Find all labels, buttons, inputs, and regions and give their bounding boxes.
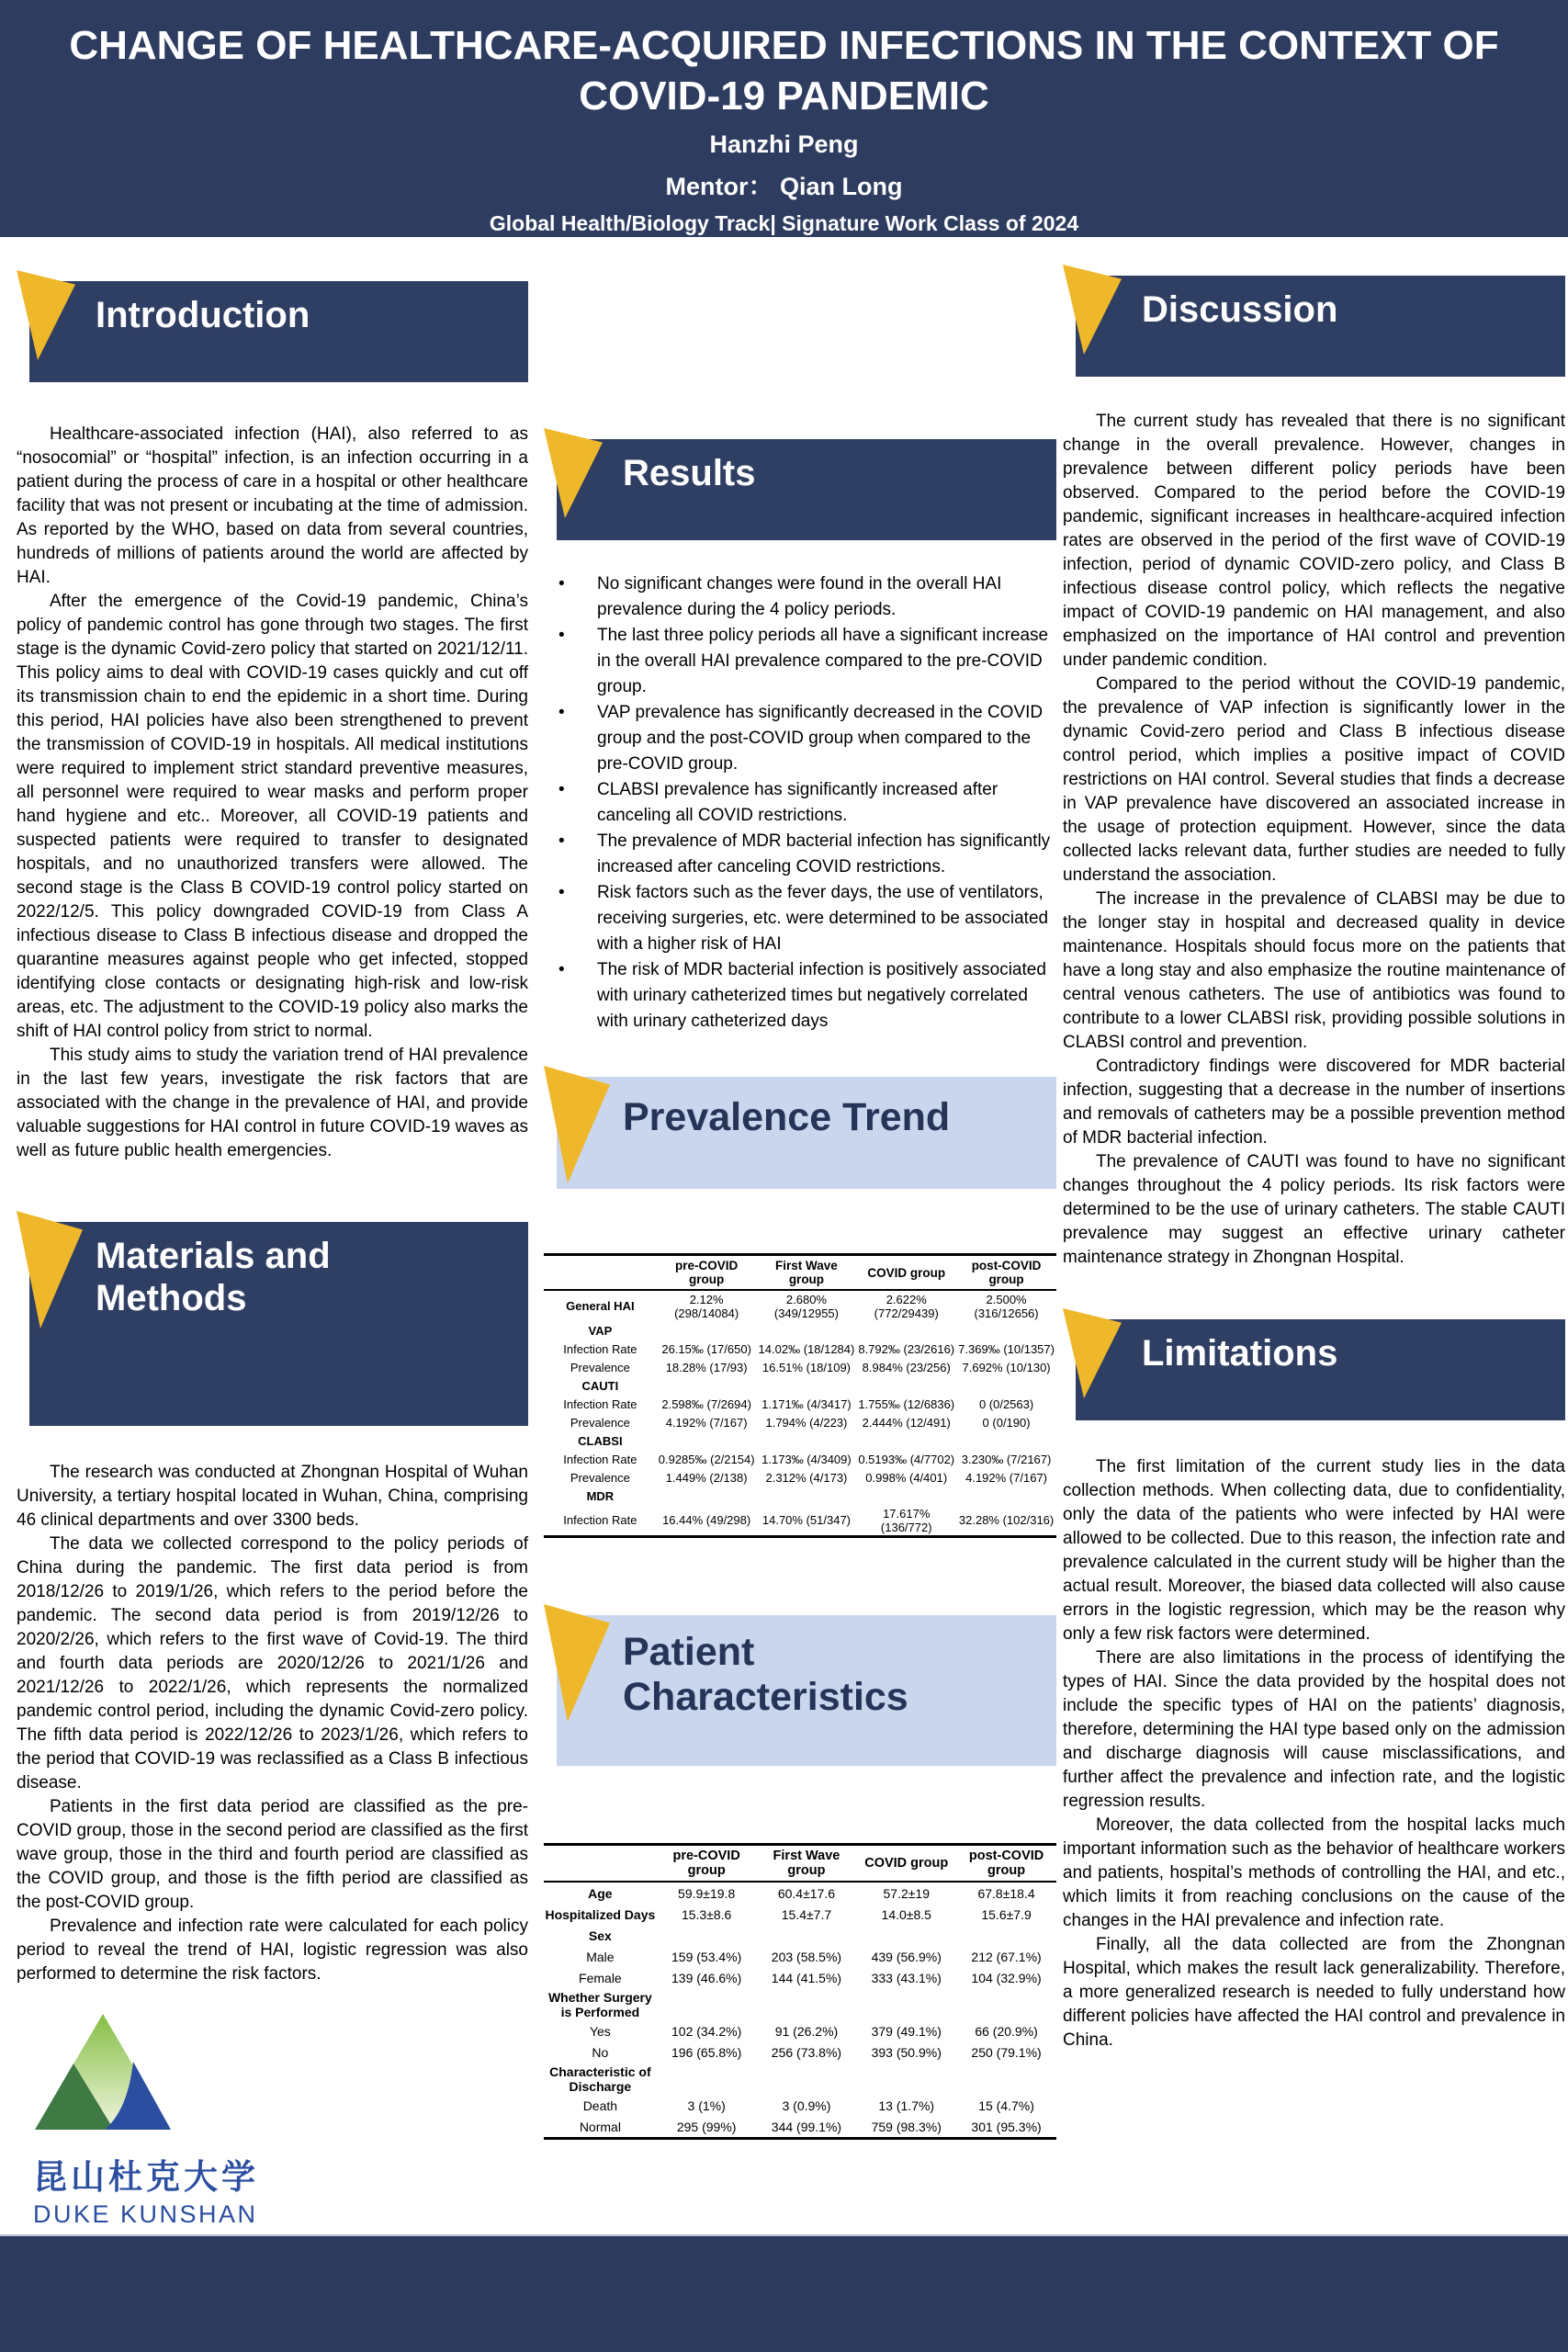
cell-value: 16.51% (18/109) xyxy=(761,1360,851,1374)
row-label: No xyxy=(592,2044,609,2060)
cell-value: 67.8±18.4 xyxy=(977,1885,1035,1901)
cell-value xyxy=(856,1487,956,1505)
track-line: Global Health/Biology Track| Signature Work Class of 2024 xyxy=(489,211,1079,235)
limitations-header xyxy=(1076,1319,1565,1420)
paragraph: The research was conducted at Zhongnan Hospital of Wuhan University, a tertiary hospital located in Wuhan, China, comprising 46 clinical departments and over 3300 beds. xyxy=(17,1463,528,1530)
paragraph: Compared to the period without the COVID-19 pandemic, the prevalence of VAP infection is significantly lower in the dynamic Covid-zero period and Class B infectious disease control period, which implies a positive impact of COVID restrictions on HAI control. Several studies that finds a decrease in VAP prevalence have discovered an associated increase in the usage of protection equipment. However, since the data collected lacks relevant data, further studies are needed to fully understand the association. xyxy=(1063,674,1565,885)
table-row xyxy=(544,1988,1056,2020)
paragraph: Healthcare-associated infection (HAI), also referred to as “nosocomial” or “hospital” infection, is an infection occurring in a patient during the process of care in a hospital or other healthcare facility that was not present or incubating at the time of admission. As reported by the WHO, based on data from several countries, hundreds of millions of patients around the world are affected by HAI. xyxy=(17,424,528,587)
cell-value: 14.0±8.5 xyxy=(881,1906,931,1922)
cell-value xyxy=(657,1988,757,2020)
section-title: Materials and Methods xyxy=(96,1236,331,1318)
yellow-wedge-icon xyxy=(1063,1308,1122,1398)
cell-value: 13 (1.7%) xyxy=(878,2098,935,2113)
patient-characteristics-section xyxy=(544,1615,1056,2140)
results-bullet: • Risk factors such as the fever days, the use of ventilators, receiving surgeries, etc. were determined to be associated with a higher risk of HAI xyxy=(544,880,1056,957)
cell-value: 4.192% (7/167) xyxy=(965,1470,1048,1485)
row-label: Infection Rate xyxy=(563,1396,637,1411)
row-label: Characteristic of Discharge xyxy=(549,2064,651,2094)
cell-value: 0.9285‰ (2/2154) xyxy=(658,1452,755,1466)
cell-value: 379 (49.1%) xyxy=(871,2023,942,2039)
cell-value xyxy=(657,1487,757,1505)
table-row xyxy=(544,1450,1056,1468)
paragraph: The current study has revealed that there is no significant change in the overall prevalence. However, changes in prevalence between different policy periods have been observed. Compared to the period before the COVID-19 pandemic, significant increases in healthcare-acquired infection rates are observed in the period of the first wave of COVID-19 infection, period of dynamic COVID-zero policy, and Class B infectious disease control policy, which reflects the negative impact of COVID-19 pandemic on HAI management, and also emphasized on the importance of HAI control and prevention under pandemic condition. xyxy=(1063,412,1565,670)
table-row xyxy=(544,2041,1056,2063)
table-row xyxy=(544,1882,1056,1904)
cell-value: 1.449% (2/138) xyxy=(665,1470,748,1485)
patient-table-wrap xyxy=(544,1843,1056,2140)
cell-value xyxy=(856,1376,956,1395)
yellow-wedge-icon xyxy=(544,1066,610,1183)
cell-value: 2.598‰ (7/2694) xyxy=(661,1396,751,1411)
cell-value: 15.6±7.9 xyxy=(981,1906,1032,1922)
row-label: Female xyxy=(579,1970,622,1985)
results-bullet: • The risk of MDR bacterial infection is positively associated with urinary catheterized times but negatively correlated with urinary catheterized days xyxy=(544,957,1056,1035)
cell-value xyxy=(956,1487,1056,1505)
column-header: pre-COVID group xyxy=(657,1845,757,1883)
results-bullet-list xyxy=(544,571,1056,1035)
table-row xyxy=(544,1413,1056,1431)
dku-mountain-logo-icon xyxy=(33,2012,173,2133)
cell-value: 144 (41.5%) xyxy=(771,1970,842,1985)
cell-value: 14.70% (51/347) xyxy=(761,1513,851,1527)
cell-value xyxy=(757,1321,857,1340)
cell-value: 3.230‰ (7/2167) xyxy=(961,1452,1052,1466)
column-header: post-COVID group xyxy=(956,1255,1056,1291)
column-header: First Wave group xyxy=(757,1845,857,1883)
cell-value: 759 (98.3%) xyxy=(871,2119,942,2134)
materials-header xyxy=(29,1222,528,1426)
cell-value: 203 (58.5%) xyxy=(771,1949,842,1964)
limitations-text xyxy=(1063,1455,1565,2052)
section-title: Limitations xyxy=(1142,1333,1338,1374)
cell-value xyxy=(657,2063,757,2095)
cell-value: 1.173‰ (4/3409) xyxy=(761,1452,852,1466)
section-title: Patient Characteristics xyxy=(623,1630,908,1720)
cell-value: 60.4±17.6 xyxy=(777,1885,836,1901)
cell-value: 66 (20.9%) xyxy=(975,2023,1038,2039)
row-label: VAP xyxy=(588,1323,613,1338)
poster-banner xyxy=(0,0,1568,237)
paragraph: There are also limitations in the process of identifying the types of HAI. Since the data provided by the hospital does not include the specific types of HAI on the patients’ diagnosis, therefore, determining the HAI type based only on the admission and discharge diagnosis will cause misclassifications, and further affect the prevalence and infection rate, and the logistic regression results. xyxy=(1063,1648,1565,1811)
cell-value xyxy=(956,1988,1056,2020)
results-bullet: • CLABSI prevalence has significantly increased after canceling all COVID restrictions. xyxy=(544,777,1056,829)
cell-value: 0.998% (4/401) xyxy=(865,1470,948,1485)
table-header-row xyxy=(544,1845,1056,1883)
cell-value: 250 (79.1%) xyxy=(971,2044,1042,2060)
cell-value: 439 (56.9%) xyxy=(871,1949,942,1964)
cell-value xyxy=(856,1925,956,1946)
table-row xyxy=(544,1925,1056,1946)
cell-value: 196 (65.8%) xyxy=(671,2044,742,2060)
cell-value: 2.444% (12/491) xyxy=(862,1415,951,1430)
paragraph: Prevalence and infection rate were calculated for each policy period to reveal the trend of HAI, logistic regression was also performed to determine the risk factors. xyxy=(17,1917,528,1984)
cell-value xyxy=(956,1321,1056,1340)
cell-value: 2.622% (772/29439) xyxy=(874,1292,939,1320)
cell-value: 8.792‰ (23/2616) xyxy=(858,1341,955,1356)
row-label: Death xyxy=(582,2098,618,2113)
cell-value: 15.4±7.7 xyxy=(781,1906,832,1922)
table-row xyxy=(544,2095,1056,2116)
paragraph: This study aims to study the variation trend of HAI prevalence in the last few years, investigate the risk factors that are associated with the change in the prevalence of HAI, and provide valuable suggestions for HAI control in future COVID-19 waves as well as future public health emergencies. xyxy=(17,1046,528,1160)
table-row xyxy=(544,1946,1056,1967)
cell-value: 0 (0/190) xyxy=(982,1415,1031,1430)
table-row xyxy=(544,1376,1056,1395)
mentor-line: Mentor： Qian Long xyxy=(665,173,903,200)
cell-value xyxy=(956,1431,1056,1450)
results-bullet: • The prevalence of MDR bacterial infection has significantly increased after canceling COVID restrictions. xyxy=(544,829,1056,880)
prevalence-trend-header xyxy=(557,1077,1056,1189)
limitations-section xyxy=(1063,1319,1565,2052)
cell-value: 1.171‰ (4/3417) xyxy=(761,1396,852,1411)
table-row xyxy=(544,1468,1056,1487)
row-label: Age xyxy=(588,1885,613,1901)
paragraph: After the emergence of the Covid-19 pandemic, China’s policy of pandemic control has gone through two stages. The first stage is the dynamic Covid-zero policy that started on 2021/12/11. This policy aims to deal with COVID-19 cases quickly and cut off its transmission chain to end the epidemic in a short time. During this period, HAI policies have also been strengthened to prevent the transmission of COVID-19 in hospitals. All medical institutions were required to implement strict standard preventive measures, all personnel were required to wear masks and perform proper hand hygiene and etc.. Moreover, all COVID-19 patients and suspected patients were required to transfer to designated hospitals, and no unauthorized transfers were allowed. The second stage is the Class B COVID-19 control policy started on 2022/12/5. This policy downgraded COVID-19 from Class A infectious disease to Class B infectious disease and dropped the quarantine measures against people who get infected, stopped identifying close contacts or designating high-risk and low-risk areas, etc. The adjustment to the COVID-19 policy also marks the shift of HAI control policy from strict to normal. xyxy=(17,592,528,1041)
table-row xyxy=(544,1395,1056,1413)
table-row xyxy=(544,1487,1056,1505)
section-title: Prevalence Trend xyxy=(623,1095,951,1139)
cell-value: 0 (0/2563) xyxy=(978,1396,1034,1411)
row-label: General HAI xyxy=(566,1299,635,1313)
cell-value: 104 (32.9%) xyxy=(971,1970,1042,1985)
cell-value xyxy=(956,2063,1056,2095)
section-title: Discussion xyxy=(1142,289,1338,330)
cell-value: 102 (34.2%) xyxy=(671,2023,742,2039)
paragraph: Moreover, the data collected from the hospital lacks much important information such as the behavior of healthcare workers and patients, hospital’s methods of controlling the HAI, and etc., which limits it from reaching conclusions on the cause of the changes in the HAI prevalence and infection rate. xyxy=(1063,1815,1565,1930)
cell-value xyxy=(956,1925,1056,1946)
cell-value: 8.984% (23/256) xyxy=(862,1360,951,1374)
column-header xyxy=(544,1845,657,1883)
table-row xyxy=(544,2116,1056,2139)
dku-name-english-1: DUKE KUNSHAN xyxy=(33,2200,258,2228)
cell-value: 15 (4.7%) xyxy=(978,2098,1034,2113)
cell-value xyxy=(856,2063,956,2095)
results-bullet: • The last three policy periods all have a significant increase in the overall HAI prevalence compared to the pre-COVID group. xyxy=(544,623,1056,700)
paragraph: The first limitation of the current study lies in the data collection methods. When collecting data, due to confidentiality, only the data of the patients who were infected by HAI were allowed to be collected. Due to this reason, the infection rate and prevalence calculated in the current study will be higher than the actual result. Moreover, the biased data collected will also cause errors in the logistic regression, which may be the reason why only a few risk factors were determined. xyxy=(1063,1457,1565,1644)
table-row xyxy=(544,1358,1056,1376)
yellow-wedge-icon xyxy=(17,1211,83,1329)
cell-value: 344 (99.1%) xyxy=(771,2119,842,2134)
cell-value: 16.44% (49/298) xyxy=(662,1513,751,1527)
cell-value: 3 (1%) xyxy=(687,2098,726,2113)
cell-value: 2.12% (298/14084) xyxy=(674,1292,739,1320)
row-label: Prevalence xyxy=(570,1470,630,1485)
footer-bar xyxy=(0,2234,1568,2352)
cell-value xyxy=(856,1431,956,1450)
row-label: CAUTI xyxy=(581,1378,619,1393)
row-label: Infection Rate xyxy=(563,1341,637,1356)
row-label: Infection Rate xyxy=(563,1513,637,1527)
table-row xyxy=(544,2020,1056,2041)
patient-characteristics-header xyxy=(557,1615,1056,1766)
cell-value: 256 (73.8%) xyxy=(771,2044,842,2060)
cell-value xyxy=(757,1431,857,1450)
cell-value: 2.500% (316/12656) xyxy=(974,1292,1039,1320)
cell-value xyxy=(956,1376,1056,1395)
prevalence-table-wrap xyxy=(544,1253,1056,1538)
introduction-text xyxy=(17,423,528,1163)
yellow-wedge-icon xyxy=(544,428,603,518)
cell-value: 393 (50.9%) xyxy=(871,2044,942,2060)
row-label: Whether Surgery is Performed xyxy=(547,1989,652,2019)
yellow-wedge-icon xyxy=(17,270,75,360)
paragraph: The increase in the prevalence of CLABSI may be due to the longer stay in hospital and decreased quality in device maintenance. Hospitals should focus more on the patients that have a long stay and also emphasize the routine maintenance of central venous catheters. The use of antibiotics was found to contribute to a lower CLABSI risk, providing possible solutions in CLABSI control and prevention. xyxy=(1063,889,1565,1052)
cell-value: 26.15‰ (17/650) xyxy=(661,1341,751,1356)
prevalence-trend-section xyxy=(544,1077,1056,1538)
cell-value xyxy=(757,2063,857,2095)
cell-value: 0.5193‰ (4/7702) xyxy=(858,1452,955,1466)
cell-value: 59.9±19.8 xyxy=(678,1885,736,1901)
cell-value: 91 (26.2%) xyxy=(774,2023,839,2039)
cell-value xyxy=(757,1988,857,2020)
cell-value: 295 (99%) xyxy=(676,2119,737,2134)
table-row xyxy=(544,1321,1056,1340)
column-header xyxy=(544,1255,657,1291)
row-label: Yes xyxy=(589,2023,611,2039)
cell-value: 1.794% (4/223) xyxy=(765,1415,848,1430)
table-header-row xyxy=(544,1255,1056,1291)
cell-value xyxy=(657,1431,757,1450)
table-row xyxy=(544,1904,1056,1925)
dku-name-chinese: 昆山杜克大学 xyxy=(33,2159,259,2197)
cell-value: 18.28% (17/93) xyxy=(665,1360,748,1374)
table-row xyxy=(544,1340,1056,1358)
column-header: pre-COVID group xyxy=(657,1255,757,1291)
results-header xyxy=(557,439,1056,540)
cell-value xyxy=(856,1321,956,1340)
cell-value: 3 (0.9%) xyxy=(782,2098,831,2113)
patient-table xyxy=(544,1843,1056,2140)
paragraph: The data we collected correspond to the policy periods of China during the pandemic. The first data period is from 2018/12/26 to 2019/1/26, which refers to the period before the pandemic. The second data period is from 2019/12/26 to 2020/2/26, which refers to the first wave of Covid-19. The third and fourth data periods are 2020/12/26 to 2021/1/26 and 2021/12/26 to 2022/1/26, which represents the normalized pandemic control period, including the dynamic Covid-zero policy. The fifth data period is 2022/12/26 to 2023/1/26, which refers to the period that COVID-19 was reclassified as a Class B infectious disease. xyxy=(17,1534,528,1792)
cell-value xyxy=(657,1376,757,1395)
materials-text xyxy=(17,1461,528,1986)
row-label: Male xyxy=(586,1949,615,1964)
column-header: COVID group xyxy=(856,1255,956,1291)
paragraph: Contradictory findings were discovered for MDR bacterial infection, suggesting that a decrease in the number of insertions and removals of catheters may be a possible prevention method of MDR bacterial infection. xyxy=(1063,1057,1565,1148)
discussion-header xyxy=(1076,276,1565,377)
paragraph: The prevalence of CAUTI was found to have no significant changes throughout the 4 policy periods. Its risk factors were determined to be the use of urinary catheters. The stable CAUTI prevalence may suggest an effective urinary catheter maintenance strategy in Zhongnan Hospital. xyxy=(1063,1152,1565,1267)
column-header: First Wave group xyxy=(757,1255,857,1291)
cell-value: 32.28% (102/316) xyxy=(958,1513,1055,1527)
materials-section xyxy=(17,1222,528,1986)
discussion-section xyxy=(1063,276,1565,1270)
cell-value: 7.369‰ (10/1357) xyxy=(958,1341,1055,1356)
row-label: Sex xyxy=(588,1928,612,1943)
column-header: COVID group xyxy=(856,1845,956,1883)
cell-value xyxy=(657,1321,757,1340)
cell-value xyxy=(757,1925,857,1946)
cell-value: 17.617% (136/772) xyxy=(880,1506,932,1534)
row-label: CLABSI xyxy=(578,1433,623,1448)
cell-value: 4.192% (7/167) xyxy=(665,1415,748,1430)
table-row xyxy=(544,2063,1056,2095)
introduction-header xyxy=(29,281,528,382)
cell-value: 1.755‰ (12/6836) xyxy=(858,1396,955,1411)
poster-title: CHANGE OF HEALTHCARE-ACQUIRED INFECTIONS IN THE CONTEXT OF COVID-19 PANDEMIC xyxy=(69,23,1499,119)
cell-value: 2.312% (4/173) xyxy=(765,1470,848,1485)
row-label: Normal xyxy=(579,2119,621,2134)
author-name: Hanzhi Peng xyxy=(709,130,859,158)
cell-value: 301 (95.3%) xyxy=(971,2119,1042,2134)
cell-value: 57.2±19 xyxy=(883,1885,930,1901)
introduction-section xyxy=(17,281,528,1163)
cell-value: 139 (46.6%) xyxy=(671,1970,742,1985)
left-column xyxy=(17,237,528,2258)
table-row xyxy=(544,1290,1056,1321)
table-row xyxy=(544,1505,1056,1537)
row-label: Prevalence xyxy=(570,1415,630,1430)
prevalence-table xyxy=(544,1253,1056,1538)
row-label: MDR xyxy=(586,1488,615,1503)
paragraph: Finally, all the data collected are from the Zhongnan Hospital, which makes the result lack generalizability. Therefore, a more generalized research is needed to fully understand how different policies have affected the HAI control and prevalence in China. xyxy=(1063,1935,1565,2050)
cell-value: 14.02‰ (18/1284) xyxy=(758,1341,855,1356)
yellow-wedge-icon xyxy=(544,1604,610,1722)
discussion-text xyxy=(1063,410,1565,1270)
column-header: post-COVID group xyxy=(956,1845,1056,1883)
cell-value: 7.692% (10/130) xyxy=(962,1360,1051,1374)
cell-value xyxy=(657,1925,757,1946)
section-title: Results xyxy=(623,453,756,493)
right-column xyxy=(1063,237,1565,2052)
cell-value: 15.3±8.6 xyxy=(681,1906,732,1922)
dku-logo-block xyxy=(33,2012,528,2258)
cell-value xyxy=(757,1376,857,1395)
cell-value xyxy=(856,1988,956,2020)
cell-value: 333 (43.1%) xyxy=(871,1970,942,1985)
row-label: Hospitalized Days xyxy=(545,1906,656,1922)
middle-column xyxy=(544,237,1056,2140)
yellow-wedge-icon xyxy=(1063,265,1122,355)
table-row xyxy=(544,1967,1056,1988)
cell-value: 159 (53.4%) xyxy=(671,1949,742,1964)
row-label: Infection Rate xyxy=(563,1452,637,1466)
results-bullet: • VAP prevalence has significantly decreased in the COVID group and the post-COVID group when compared to the pre-COVID group. xyxy=(544,700,1056,777)
cell-value: 212 (67.1%) xyxy=(971,1949,1042,1964)
row-label: Prevalence xyxy=(570,1360,630,1374)
cell-value: 2.680% (349/12955) xyxy=(773,1292,839,1320)
paragraph: Patients in the first data period are classified as the pre-COVID group, those in the second period are classified as the first wave group, those in the third and fourth period are classified as the COVID group, and those is the fifth period are classified as the post-COVID group. xyxy=(17,1797,528,1912)
cell-value xyxy=(757,1487,857,1505)
table-row xyxy=(544,1431,1056,1450)
section-title: Introduction xyxy=(96,295,310,335)
results-bullet: • No significant changes were found in the overall HAI prevalence during the 4 policy periods. xyxy=(544,571,1056,623)
results-section xyxy=(544,439,1056,1035)
